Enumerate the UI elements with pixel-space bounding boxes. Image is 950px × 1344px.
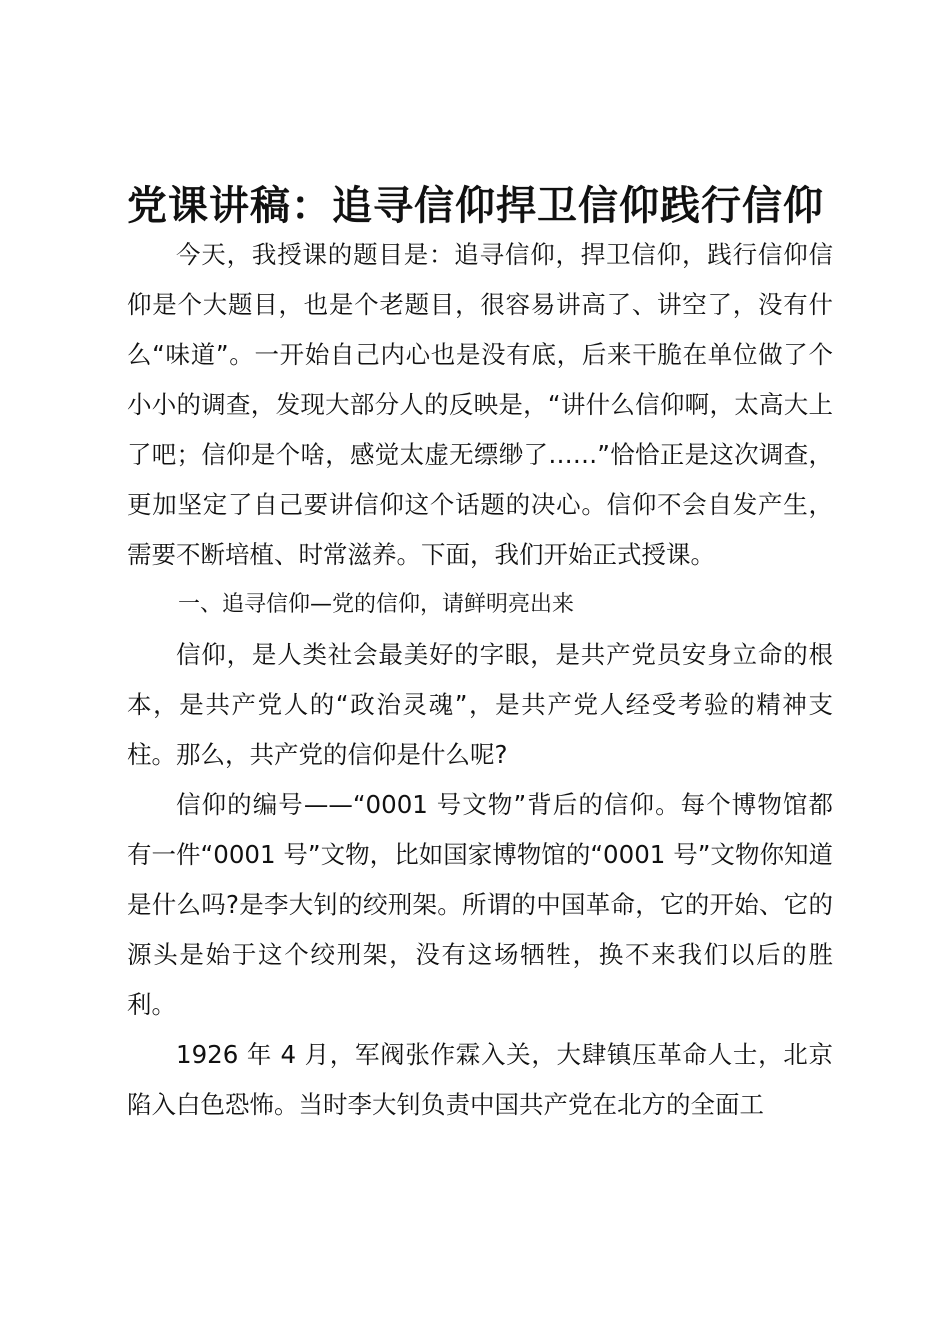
paragraph-intro: 今天，我授课的题目是：追寻信仰，捍卫信仰，践行信仰信仰是个大题目，也是个老题目，很容易讲高了、讲空了，没有什么“味道”。一开始自己内心也是没有底，后来干脆在单位做了个小小的调查，发现大部分人的反映是，“讲什么信仰啊，太高大上了吧；信仰是个啥，感觉太虚无缥缈了……”恰恰正是这次调查，更加坚定了自己要讲信仰这个话题的决心。信仰不会自发产生，需要不断培植、时常滋养。下面，我们开始正式授课。 bbox=[127, 240, 833, 569]
document-body bbox=[127, 230, 833, 1130]
paragraph-relic-0001: 信仰的编号——“0001 号文物”背后的信仰。每个博物馆都有一件“0001 号”文物，比如国家博物馆的“0001 号”文物你知道是什么吗?是李大钊的绞刑架。所谓的中国革命，它的开始、它的源头是始于这个绞刑架，没有这场牺牲，换不来我们以后的胜利。 bbox=[127, 790, 833, 1019]
paragraph-faith-definition: 信仰，是人类社会最美好的字眼，是共产党员安身立命的根本，是共产党人的“政治灵魂”，是共产党人经受考验的精神支柱。那么，共产党的信仰是什么呢? bbox=[127, 640, 833, 769]
document-title: 党课讲稿：追寻信仰捍卫信仰践行信仰 bbox=[127, 182, 824, 229]
section-heading-1: 一、追寻信仰—党的信仰，请鲜明亮出来 bbox=[178, 592, 575, 617]
paragraph-1926: 1926 年 4 月，军阀张作霖入关，大肆镇压革命人士，北京陷入白色恐怖。当时李大钊负责中国共产党在北方的全面工 bbox=[127, 1040, 833, 1119]
